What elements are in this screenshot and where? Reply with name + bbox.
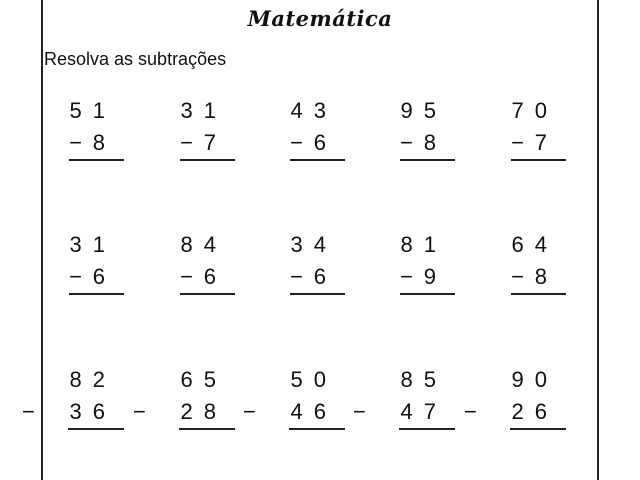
minus-sign: − [290, 264, 303, 289]
subtrahend: 6 [313, 264, 337, 289]
subtraction-problem [135, 97, 235, 169]
subtraction-problem [355, 97, 455, 169]
minus-sign: − [180, 264, 193, 289]
page-title: Matemática [247, 6, 393, 31]
problem-row-1 [0, 97, 640, 169]
minuend: 51 [69, 98, 116, 123]
minus-sign: − [464, 399, 477, 424]
subtraction-problem [355, 366, 455, 438]
subtrahend: 7 [203, 130, 227, 155]
subtrahend: 47 [400, 399, 447, 424]
answer-line [399, 428, 455, 430]
minuend: 50 [290, 367, 337, 392]
minuend: 84 [180, 232, 227, 257]
subtrahend: 6 [313, 130, 337, 155]
answer-line [68, 428, 124, 430]
subtraction-problem [466, 231, 566, 303]
minus-sign: − [353, 399, 366, 424]
minuend: 65 [180, 367, 227, 392]
subtrahend: 8 [92, 130, 116, 155]
answer-line [179, 428, 235, 430]
minus-sign: − [511, 264, 524, 289]
minus-sign: − [511, 130, 524, 155]
minuend: 95 [400, 98, 447, 123]
minuend: 82 [69, 367, 116, 392]
minus-sign: − [243, 399, 256, 424]
minus-sign: − [22, 399, 35, 424]
minuend: 34 [290, 232, 337, 257]
answer-line [289, 428, 345, 430]
subtrahend: 26 [511, 399, 558, 424]
subtraction-problem [24, 231, 124, 303]
minuend: 70 [511, 98, 558, 123]
minus-sign: − [69, 130, 82, 155]
minus-sign: − [400, 130, 413, 155]
instruction-text: Resolva as subtrações [44, 49, 227, 69]
subtraction-problem [135, 366, 235, 438]
subtraction-problem [135, 231, 235, 303]
subtraction-problem [355, 231, 455, 303]
subtrahend: 8 [534, 264, 558, 289]
answer-line [180, 293, 235, 295]
answer-line [400, 159, 455, 161]
minuend: 81 [400, 232, 447, 257]
answer-line [510, 428, 566, 430]
subtrahend: 28 [180, 399, 227, 424]
minus-sign: − [69, 264, 82, 289]
subtraction-problem [245, 97, 345, 169]
minuend: 43 [290, 98, 337, 123]
subtrahend: 6 [92, 264, 116, 289]
problem-row-2 [0, 231, 640, 303]
subtrahend: 7 [534, 130, 558, 155]
subtraction-problem [466, 366, 566, 438]
subtraction-problem [245, 231, 345, 303]
subtraction-problem [245, 366, 345, 438]
minus-sign: − [400, 264, 413, 289]
answer-line [180, 159, 235, 161]
subtrahend: 8 [423, 130, 447, 155]
minuend: 85 [400, 367, 447, 392]
problem-row-3 [0, 366, 640, 438]
minuend: 90 [511, 367, 558, 392]
subtraction-problem [24, 366, 124, 438]
minuend: 31 [69, 232, 116, 257]
answer-line [511, 293, 566, 295]
minus-sign: − [180, 130, 193, 155]
answer-line [511, 159, 566, 161]
answer-line [69, 159, 124, 161]
subtraction-problem [24, 97, 124, 169]
answer-line [400, 293, 455, 295]
subtrahend: 46 [290, 399, 337, 424]
minuend: 64 [511, 232, 558, 257]
subtrahend: 36 [69, 399, 116, 424]
answer-line [290, 293, 345, 295]
answer-line [290, 159, 345, 161]
subtrahend: 6 [203, 264, 227, 289]
minuend: 31 [180, 98, 227, 123]
minus-sign: − [133, 399, 146, 424]
subtrahend: 9 [423, 264, 447, 289]
subtraction-problem [466, 97, 566, 169]
minus-sign: − [290, 130, 303, 155]
answer-line [69, 293, 124, 295]
